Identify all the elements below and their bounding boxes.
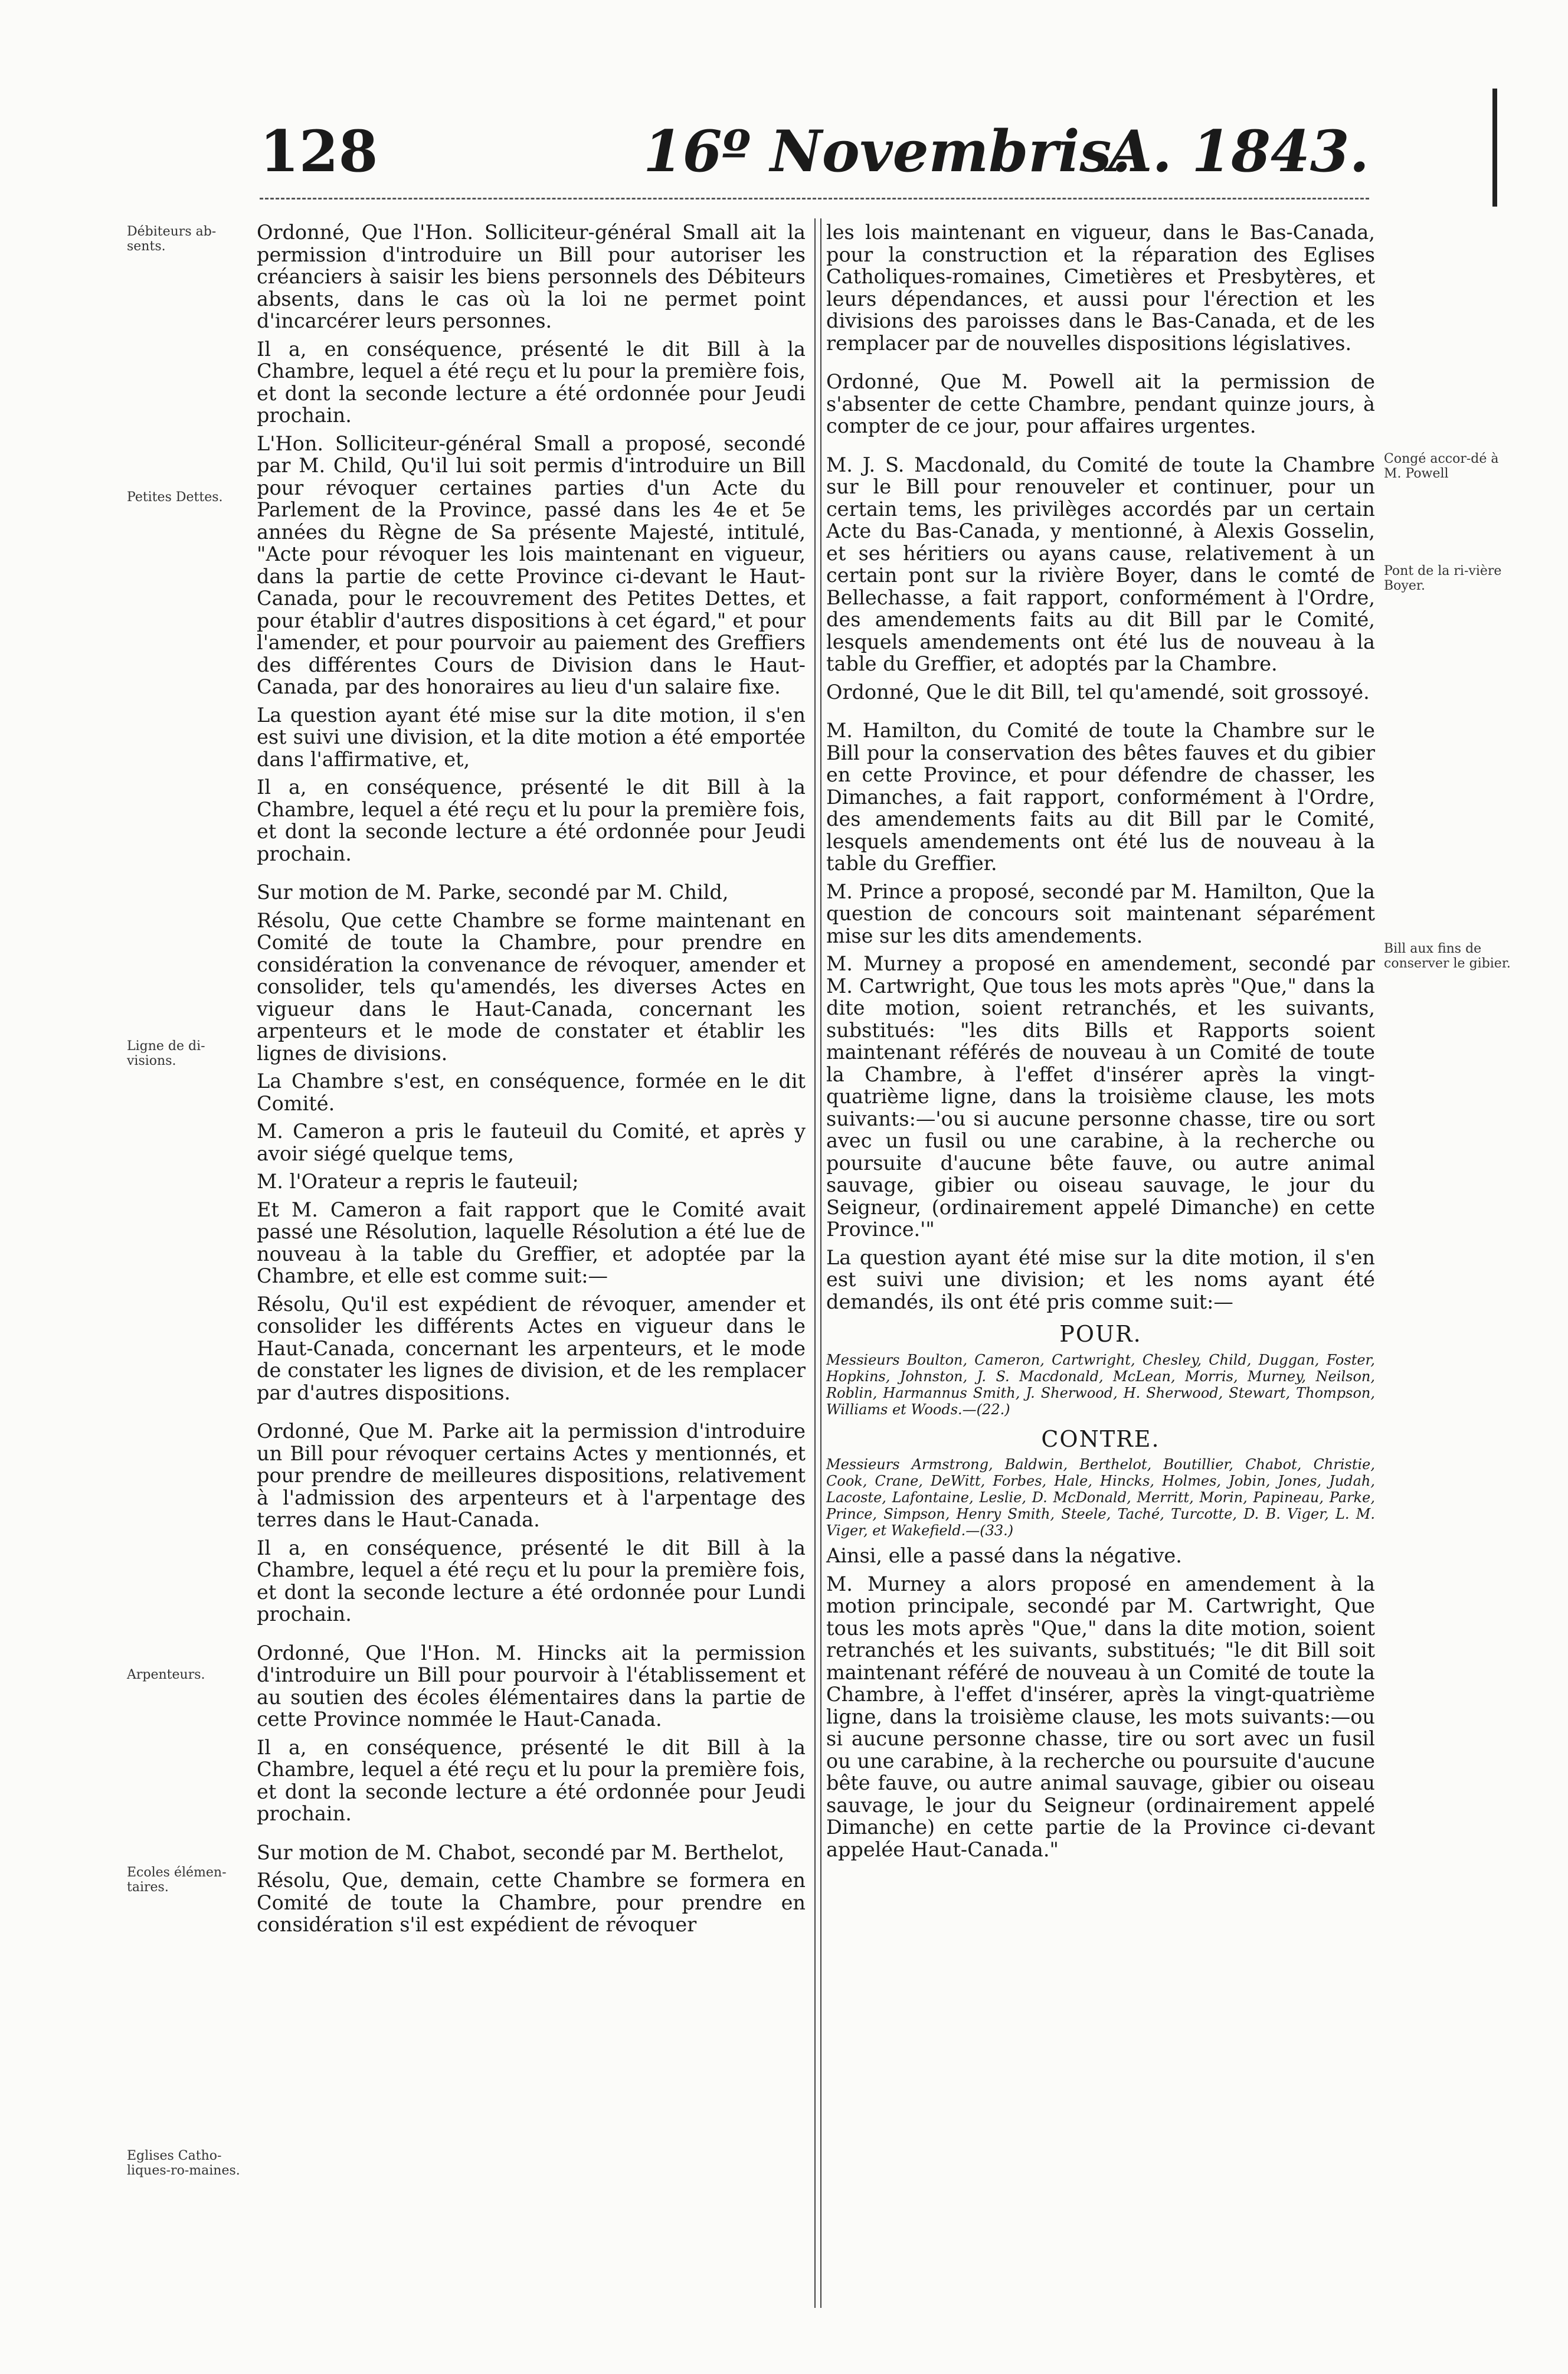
margin-note: Pont de la ri-vière Boyer. xyxy=(1384,564,1502,593)
paragraph: Résolu, Que, demain, cette Chambre se formera en Comité de toute la Chambre, pour prendre en considération s'il est expédient de révoquer xyxy=(257,1869,806,1936)
paragraph: Ordonné, Que M. Powell ait la permission de s'absenter de cette Chambre, pendant quinze jours, à compter de ce jour, pour affaires urgentes. xyxy=(826,370,1375,437)
column-separator xyxy=(820,218,821,2308)
paragraph: Ordonné, Que M. Parke ait la permission d'introduire un Bill pour révoquer certains Actes y mentionnés, et pour prendre de meilleures dispositions, relativement à l'admission des arpenteurs et à l'arpentage des terres dans le Haut-Canada. xyxy=(257,1420,806,1531)
paragraph: Ordonné, Que l'Hon. M. Hincks ait la permission d'introduire un Bill pour pourvoir à l'établissement et au soutien des écoles élémentaires dans la partie de cette Province nommée le Haut-Canada. xyxy=(257,1641,806,1731)
paragraph: La Chambre s'est, en conséquence, formée en le dit Comité. xyxy=(257,1070,806,1115)
paragraph: M. Hamilton, du Comité de toute la Chambre sur le Bill pour la conservation des bêtes fauves et du gibier en cette Province, et pour défendre de chasser, les Dimanches, a fait rapport, conformément à l'Ordre, des amendements faits au dit Bill par le Comité, lesquels amendements ont été lus de nouveau à la table du Greffier. xyxy=(826,719,1375,875)
paragraph: Résolu, Que cette Chambre se forme maintenant en Comité de toute la Chambre, pour prendre en considération la convenance de révoquer, amender et consolider, tels qu'amendés, les diverses Actes en vigueur dans le Haut-Canada, concernant les arpenteurs et le mode de constater et établir les lignes de divisions. xyxy=(257,908,806,1065)
paragraph: Et M. Cameron a fait rapport que le Comité avait passé une Résolution, laquelle Résolution a été lue de nouveau à la table du Greffier, et adoptée par la Chambre, et elle est comme suit:— xyxy=(257,1198,806,1287)
vote-list-contre: Messieurs Armstrong, Baldwin, Berthelot, Boutillier, Chabot, Christie, Cook, Crane, DeWitt, Forbes, Hale, Hincks, Holmes, Jobin, Jones, Judah, Lacoste, Lafontaine, Leslie, D. McDonald, Merritt, Morin, Papineau, Parke, Prince, Simpson, Henry Smith, Steele, Taché, Turcotte, D. B. Viger, L. M. Viger, et Wakefield.—(33.) xyxy=(826,1456,1375,1539)
paragraph: La question ayant été mise sur la dite motion, il s'en est suivi une division, et la dite motion a été emportée dans l'affirmative, et, xyxy=(257,703,806,771)
paragraph: Il a, en conséquence, présenté le dit Bill à la Chambre, lequel a été reçu et lu pour la première fois, et dont la seconde lecture a été ordonnée pour Jeudi prochain. xyxy=(257,1735,806,1825)
paragraph: Ordonné, Que l'Hon. Solliciteur-général Small ait la permission d'introduire un Bill pour autoriser les créanciers à saisir les biens personnels des Débiteurs absents, dans le cas où la loi ne permet point d'incarcérer leurs personnes. xyxy=(257,221,806,332)
paragraph: M. J. S. Macdonald, du Comité de toute la Chambre sur le Bill pour renouveler et continuer, pour un certain tems, les privilèges accordés par un certain Acte du Bas-Canada, y mentionné, à Alexis Gosselin, et ses héritiers ou ayans cause, relativement à un certain pont sur la rivière Boyer, dans le comté de Bellechasse, a fait rapport, conformément à l'Ordre, des amendements faits au dit Bill par le Comité, lesquels amendements ont été lus de nouveau à la table du Greffier, et adoptés par la Chambre. xyxy=(826,453,1375,675)
margin-note: Ligne de di-visions. xyxy=(127,1039,205,1068)
left-column xyxy=(257,221,806,1942)
edge-rule xyxy=(1492,89,1497,207)
paragraph: Il a, en conséquence, présenté le dit Bill à la Chambre, lequel a été reçu et lu pour la première fois, et dont la seconde lecture a été ordonnée pour Jeudi prochain. xyxy=(257,776,806,865)
page-number: 128 xyxy=(260,118,378,185)
margin-note: Bill aux fins de conserver le gibier. xyxy=(1384,941,1511,971)
margin-note: Ecoles élémen-taires. xyxy=(127,1865,227,1895)
paragraph: La question ayant été mise sur la dite motion, il s'en est suivi une division; et les noms ayant été demandés, ils ont été pris comme suit:— xyxy=(826,1245,1375,1313)
column-separator xyxy=(814,218,816,2308)
vote-heading-pour: POUR. xyxy=(1059,1321,1142,1347)
paragraph: Il a, en conséquence, présenté le dit Bill à la Chambre, lequel a été reçu et lu pour la première fois, et dont la seconde lecture a été ordonnée pour Lundi prochain. xyxy=(257,1536,806,1626)
paragraph: Ordonné, Que le dit Bill, tel qu'amendé, soit grossoyé. xyxy=(826,680,1370,704)
header-divider xyxy=(260,198,1369,200)
paragraph: M. Murney a proposé en amendement, secondé par M. Cartwright, Que tous les mots après "Que," dans la dite motion, soient retranchés, et les suivants, substitués: "les dits Bills et Rapports soient maintenant référés de nouveau à un Comité de toute la Chambre, à l'effet d'insérer après la vingt-quatrième ligne, dans la troisième clause, les mots suivants:—'ou si aucune personne chasse, tire ou sort avec un fusil ou une carabine, à la recherche ou poursuite d'aucune bête fauve, ou autre animal sauvage, gibier ou oiseau sauvage, le jour du Seigneur, (ordinairement appelé Dimanche) en cette Province.'" xyxy=(826,952,1375,1241)
page-date: 16º Novembris. xyxy=(643,118,1131,185)
margin-note: Arpenteurs. xyxy=(127,1667,205,1682)
paragraph: Ainsi, elle a passé dans la négative. xyxy=(826,1544,1182,1567)
margin-note: Eglises Catho-liques-ro-maines. xyxy=(127,2149,240,2178)
paragraph: Sur motion de M. Parke, secondé par M. Child, xyxy=(257,881,729,904)
right-column xyxy=(826,221,1375,1866)
paragraph: Résolu, Qu'il est expédient de révoquer, amender et consolider les différents Actes en vigueur dans le Haut-Canada, concernant les arpenteurs, et le mode de constater les lignes de division, et de les remplacer par d'autres dispositions. xyxy=(257,1292,806,1404)
page-year: A. 1843. xyxy=(1108,118,1369,185)
margin-note: Débiteurs ab-sents. xyxy=(127,224,217,254)
paragraph: les lois maintenant en vigueur, dans le Bas-Canada, pour la construction et la réparation des Eglises Catholiques-romaines, Cimetières et Presbytères, et leurs dépendances, et aussi pour l'érection et les divisions des paroisses dans le Bas-Canada, et de les remplacer par de nouvelles dispositions législatives. xyxy=(826,221,1375,355)
page-header xyxy=(260,118,1369,183)
vote-heading-contre: CONTRE. xyxy=(1041,1425,1160,1452)
paragraph: L'Hon. Solliciteur-général Small a proposé, secondé par M. Child, Qu'il lui soit permis d'introduire un Bill pour révoquer certaines parties d'un Acte du Parlement de la Province, passé dans les 4e et 5e années du Règne de Sa présente Majesté, intitulé, "Acte pour révoquer les lois maintenant en vigueur, dans la partie de cette Province ci-devant le Haut-Canada, pour le recouvrement des Petites Dettes, et pour établir d'autres dispositions à cet égard," et pour l'amender, et pour pourvoir au paiement des Greffiers des différentes Cours de Division dans le Haut-Canada, par des honoraires au lieu d'un salaire fixe. xyxy=(257,431,806,698)
paragraph: M. Cameron a pris le fauteuil du Comité, et après y avoir siégé quelque tems, xyxy=(257,1120,806,1165)
margin-note: Petites Dettes. xyxy=(127,490,223,505)
paragraph: M. Murney a alors proposé en amendement à la motion principale, secondé par M. Cartwright, Que tous les mots après "Que," dans la dite motion, soient retranchés et les suivants, substitués; "le dit Bill soit maintenant référé de nouveau à un Comité de toute la Chambre, à l'effet d'insérer, après la vingt-quatrième ligne, dans la troisième clause, les mots suivants:—ou si aucune personne chasse, tire ou sort avec un fusil ou une carabine, à la recherche ou poursuite d'aucune bête fauve, ou autre animal sauvage, gibier ou oiseau sauvage, le jour du Seigneur (ordinairement appelé Dimanche) en cette partie de la Province ci-devant appelée Haut-Canada." xyxy=(826,1572,1375,1861)
paragraph: M. Prince a proposé, secondé par M. Hamilton, Que la question de concours soit maintenant séparément mise sur les dits amendements. xyxy=(826,879,1375,947)
paragraph: Sur motion de M. Chabot, secondé par M. Berthelot, xyxy=(257,1840,785,1864)
vote-list-pour: Messieurs Boulton, Cameron, Cartwright, Chesley, Child, Duggan, Foster, Hopkins, Johnston, J. S. Macdonald, McLean, Morris, Murney, Neilson, Roblin, Harmannus Smith, J. Sherwood, H. Sherwood, Stewart, Thompson, Williams et Woods.—(22.) xyxy=(826,1351,1375,1418)
paragraph: M. l'Orateur a repris le fauteuil; xyxy=(257,1170,579,1193)
margin-note: Congé accor-dé à M. Powell xyxy=(1384,452,1499,481)
paragraph: Il a, en conséquence, présenté le dit Bill à la Chambre, lequel a été reçu et lu pour la première fois, et dont la seconde lecture a été ordonnée pour Jeudi prochain. xyxy=(257,337,806,427)
